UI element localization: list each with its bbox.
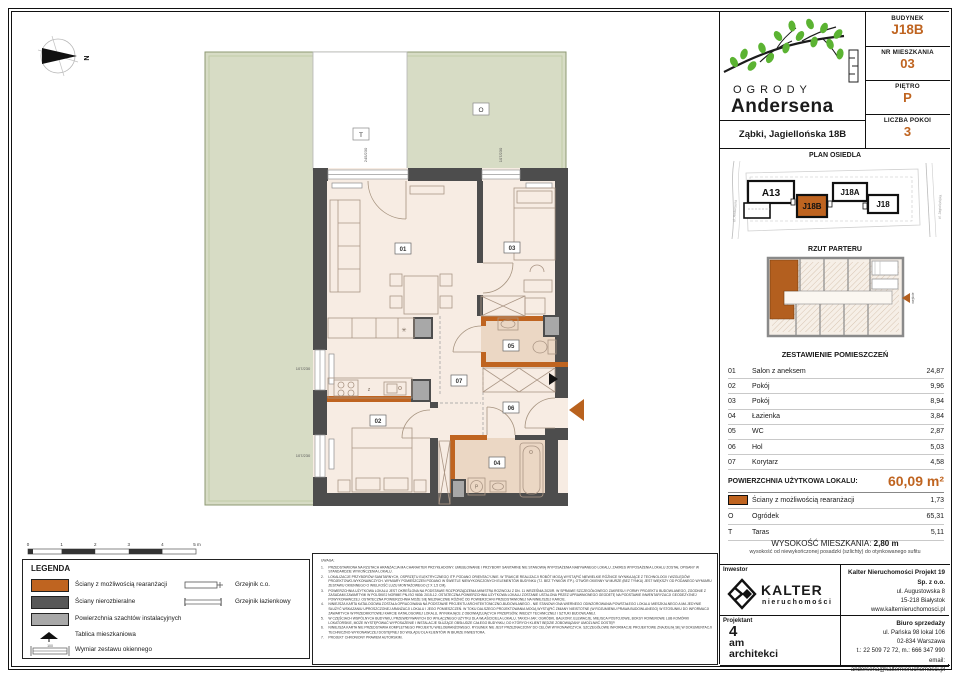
note-item: 6. NINIEJSZA KARTA NIE PRZEDSTAWIA KOMPLETNEGO PROJEKTU WIELOBRANŻOWEGO. RYSUNEK NIE JEST PRZEZNACZONY DO CELÓW WYKONAWCZYCH. SZCZEGÓŁOWE INFORMACJE PROJEKTOWE ZNAJDUJĄ SIĘ W DOKUMENTACJI TECHNICZNO-WYKONAWCZEJ DOSTĘPNEJ DO WGLĄDU DLA KLIENTÓW W BIURZE INWESTORA. (321, 626, 712, 635)
total-label: POWIERZCHNIA UŻYTKOWA LOKALU: (728, 477, 858, 485)
total-value: 60,09 m² (887, 473, 944, 490)
sales-office-contact (840, 616, 949, 673)
svg-text:J18B: J18B (802, 202, 822, 211)
svg-text:03: 03 (508, 246, 516, 252)
legend-swatch-rearrangeable (31, 579, 69, 592)
investor-company: Kalter Nieruchomości Projekt 19 Sp. z o.o. (848, 569, 945, 586)
svg-text:2: 2 (93, 542, 97, 547)
sales-address1: ul. Pańska 98 lokal 106 (882, 629, 945, 636)
radiator-co-icon (183, 580, 225, 590)
rooms-table-title: ZESTAWIENIE POMIESZCZEŃ (781, 350, 889, 359)
note-item: 3. POWIERZCHNIA UŻYTKOWA LOKALU JEST OKREŚLONA NA PODSTAWIE ROZPORZĄDZENIA MINISTRA ROZWOJU Z DN. 11 WRZEŚNIA 2020R. W SPRAWIE SZCZEGÓŁOWEGO ZAKRESU I FORMY PROJEKTU BUDOWLANEGO, ZGODNIE Z ZASADAMI ZAWARTYMI W POLSKIEJ NORMIE PN-ISO 9836: 2015-12. OSTATECZNA POWIERZCHNIA UŻYTKOWA LOKALU ZOSTANIE USTALONA PRZEZ UPRAWNIONEGO GEODETĘ NA PODSTAWIE INWENTARYZACJI GEODEZYJNEJ POWYKONAWCZEJ. OSTATECZNA POWIERZCHNIA MOŻE SIĘ NIEZNACZNIE RÓŻNIĆ OD POWIERZCHNI PRZEDSTAWIONEJ NA NINIEJSZEJ KARCIE. (321, 588, 706, 602)
legend-label: Grzejnik c.o. (235, 581, 270, 588)
svg-text:107/230: 107/230 (498, 147, 503, 163)
kalter-logo-text: KALTER (761, 582, 823, 598)
brand-top: OGRODY (733, 84, 812, 96)
rooms-table-section (720, 348, 950, 536)
designer-label: Projektant (723, 618, 753, 624)
svg-text:T: T (359, 132, 363, 139)
note-item: 1. PRZEDSTAWIONA NA RZUTACH ARANŻACJA MA CHARAKTER PRZYKŁADOWY. UMEBLOWANIE I PRZYBORY SANITARNE NIE STANOWIĄ WYPOSAŻENIA NABYWANEGO LOKALU. ZAKRES WYPOSAŻENIA LOKALU ZOSTAŁ OPISANY W STANDARDZIE WYKOŃCZENIA LOKALU. (321, 565, 699, 574)
table-row: 01 Salon z aneksem 24,87 (728, 364, 944, 379)
unit-info-panel (865, 12, 950, 148)
svg-text:5 m: 5 m (193, 542, 201, 547)
legend-label: Wymiar zestawu okiennego (75, 646, 152, 653)
site-plan-section (720, 148, 950, 244)
svg-text:05: 05 (507, 344, 515, 350)
table-row-extra: T Taras 5,11 (728, 525, 944, 541)
notes-title: UWAGA: (321, 559, 335, 564)
svg-text:07: 07 (455, 379, 463, 385)
svg-text:02: 02 (374, 419, 382, 425)
legend-swatch-shafts (31, 613, 69, 626)
info-label: BUDYNEK (891, 15, 924, 22)
table-row: 06 Hol 5,03 (728, 440, 944, 455)
north-label: N (82, 55, 89, 61)
svg-text:01: 01 (399, 247, 407, 253)
height-value: 2,80 m (873, 539, 899, 548)
street-right-label: ul. Jagiellońska (937, 194, 943, 220)
site-plan-map (720, 159, 950, 241)
info-label: NR MIESZKANIA (881, 49, 934, 56)
svg-text:4: 4 (161, 542, 164, 547)
title-block (719, 12, 950, 673)
notes-box (312, 553, 718, 665)
svg-text:J18A: J18A (840, 188, 860, 197)
info-value: J18B (891, 22, 924, 37)
info-label: LICZBA POKOI (883, 117, 932, 124)
investor-address1: ul. Augustowska 8 (896, 588, 945, 595)
info-cell-unit-number (865, 46, 950, 81)
contacts-grid (720, 564, 950, 673)
table-row-extra: Ściany z możliwością rearanżacji 1,73 (728, 493, 944, 509)
info-value: P (903, 90, 912, 105)
designer-logo-2: am (729, 637, 745, 649)
street-left-label: ul. Andersena (732, 199, 738, 223)
height-note: wysokość od niewykończonej posadzki (szlichty) do otynkowanego sufitu (749, 549, 921, 555)
note-item: 4. NINIEJSZA KARTA KATALOGOWA ZOSTAŁA OPRACOWANA NA PODSTAWIE PROJEKTU ARCHITEKTONICZNO-BUDOWLANEGO - NIE STANOWI ONA WIERNEGO ODWZOROWANIA POWSTAŁEGO LOKALU MIESZKALNEGO A MA JEDYNIE SŁUŻYĆ WSKAZANIU UPROSZCZONEJ ARANŻACJI LOKALU I JEGO POMIESZCZEŃ. W TOKU DALSZEGO PROJEKTOWANIA MOGĄ WYSTĄPIĆ ZMIANY NIEISTOTNE (W ROZUMIENIU PRAWA BUDOWLANEGO) W STOSUNKU DO INFORMACJI ZAWARTYCH W PRZEDMIOTOWEJ KARCIE KATALOGOWEJ LOKALU, WYNIKAJĄCE Z OBOWIĄZUJĄCYCH PRZEPISÓW, WIEDZY TECHNICZNEJ I SZTUKI BUDOWLANEJ. (321, 602, 710, 616)
svg-text:1: 1 (60, 542, 63, 547)
designer-cell (720, 616, 841, 665)
ground-plan-section (720, 244, 950, 348)
investor-address2: 15-218 Białystok (900, 597, 945, 604)
svg-text:245/230: 245/230 (363, 147, 368, 163)
total-row (728, 470, 944, 493)
table-row: 02 Pokój 9,96 (728, 379, 944, 394)
mini-entrance-label: wejście (911, 292, 915, 304)
height-section (720, 536, 950, 564)
kalter-logo-sub: nieruchomości (762, 599, 833, 606)
svg-text:100: 100 (47, 644, 53, 648)
designer-logo-3: architekci (729, 648, 779, 660)
scale-bar (27, 542, 201, 554)
entrance-arrow-icon (569, 399, 584, 421)
sales-address2: 02-834 Warszawa (896, 639, 945, 646)
info-label: PIĘTRO (895, 83, 920, 90)
legend-label: Grzejnik łazienkowy (235, 598, 291, 605)
legend-label: Powierzchnia szachtów instalacyjnych (75, 615, 182, 622)
designer-logo-1: 4 (729, 623, 738, 640)
tablica-icon (37, 630, 61, 642)
legend-label: Ściany z możliwością rearanżacji (75, 581, 168, 588)
highlighted-unit (770, 260, 798, 319)
tree-logo-icon (722, 14, 862, 84)
radiator-bathroom-icon (183, 597, 225, 607)
info-value: 03 (900, 56, 915, 71)
investor-label: Inwestor (723, 567, 748, 573)
legend-title: LEGENDA (31, 564, 71, 573)
ground-plan-title: RZUT PARTERU (808, 246, 862, 253)
svg-text:06: 06 (507, 406, 515, 412)
window-dimension-icon (29, 643, 71, 657)
site-plan-title: PLAN OSIEDLA (808, 152, 862, 159)
legend-label: Ściany nierozbieralne (75, 598, 136, 605)
ground-plan-drawing (720, 253, 950, 343)
svg-text:107/230: 107/230 (295, 366, 311, 371)
brand-bottom: Andersena (731, 96, 834, 117)
svg-text:A13: A13 (761, 188, 781, 199)
sink-mark: z (367, 387, 371, 393)
hob-mark: ✳ (401, 328, 407, 334)
project-address: Ząbki, Jagiellońska 18B (720, 120, 865, 149)
sales-office-label: Biuro sprzedaży (896, 620, 945, 627)
table-row: 03 Pokój 8,94 (728, 394, 944, 409)
header-section (720, 12, 950, 149)
kalter-logo-icon (727, 578, 757, 610)
svg-text:J18: J18 (876, 200, 890, 209)
svg-text:04: 04 (493, 461, 501, 467)
table-row-extra: O Ogródek 65,31 (728, 509, 944, 525)
table-row: 04 Łazienka 3,84 (728, 410, 944, 425)
info-cell-rooms (865, 114, 950, 148)
rearrangeable-swatch (728, 495, 752, 507)
legend-label: Tablica mieszkaniowa (75, 631, 136, 638)
north-compass-icon (38, 36, 89, 76)
sales-email[interactable]: email: andersena@kalternieruchomosci.pl (850, 657, 945, 673)
investor-cell (720, 565, 841, 616)
info-cell-building (865, 12, 950, 47)
svg-text:O: O (478, 107, 484, 114)
info-cell-floor (865, 80, 950, 115)
legend-swatch-solid-walls (31, 596, 69, 609)
svg-text:107/230: 107/230 (295, 453, 311, 458)
table-row: 05 WC 2,87 (728, 425, 944, 440)
sales-phone: t.: 22 509 72 72, m.: 666 347 990 (856, 648, 945, 655)
height-label: WYSOKOŚĆ MIESZKANIA: (771, 539, 872, 548)
svg-text:3: 3 (127, 542, 131, 547)
table-row: 07 Korytarz 4,58 (728, 455, 944, 470)
note-item: 7. PROJEKT CHRONIONY PRAWEM AUTORSKIM. (321, 635, 403, 640)
info-value: 3 (903, 124, 912, 139)
washer-mark: P (474, 484, 479, 491)
svg-text:0: 0 (26, 542, 30, 547)
terrace-area (313, 52, 407, 170)
investor-contact (840, 565, 949, 616)
investor-website[interactable]: www.kalternieruchomosci.pl (870, 607, 945, 614)
legend-box (22, 559, 310, 659)
note-item: 2. LOKALIZACJE PRZYBORÓW SANITARNYCH, OSPRZĘTU ELEKTRYCZNEGO ITP. PODANO ORIENTACYJNIE. W TRAKCIE REALIZACJI ROBÓT MOGĄ WYSTĄPIĆ NIEWIELKIE RÓŻNICE WYNIKAJĄCE Z TECHNOLOGII I WZGLĘDÓW PROJEKTOWO-WYKONAWCZYCH. WYMIARY POMIESZCZEŃ PODANO W ŚWIETLE NIEWYKOŃCZONYCH ELEMENTÓW BUDYNKU (TJ. BEZ TYNKÓW ITP.). OTWÓR OKIENNY W MURZE (BEZ TYNKU) JEST WIĘKSZY OD PODANEGO WYMIARU ZESTAWU OKIENNEGO O WIELKOŚĆ LUZU MONTAŻOWEGO (2 X 1,5 CM). (321, 574, 712, 588)
note-item: 5. W CZĘŚCIACH WSPÓLNYCH BUDYNKU, PRZEWIDYWANYCH DO WYŁĄCZNEGO UŻYTKU DLA WŁAŚCICIELA LOKALU, TAKICH JAK: OGRÓDKI, BALKONY, ELEWACJE, MIEJSCA POSTOJOWE, BOKSY ROWEROWE LUB KOMÓRKI LOKATORSKIE, MOŻE WYSTĘPOWAĆ WYPOSAŻENIE I INSTALACJE SŁUŻĄCE OBSŁUDZE CAŁEGO BUDYNKU, DO KTÓRYCH KLIENT BĘDZIE ZOBOWIĄZANY UMOŻLIWIĆ DOSTĘP. (321, 616, 690, 626)
brand-panel (720, 12, 866, 148)
